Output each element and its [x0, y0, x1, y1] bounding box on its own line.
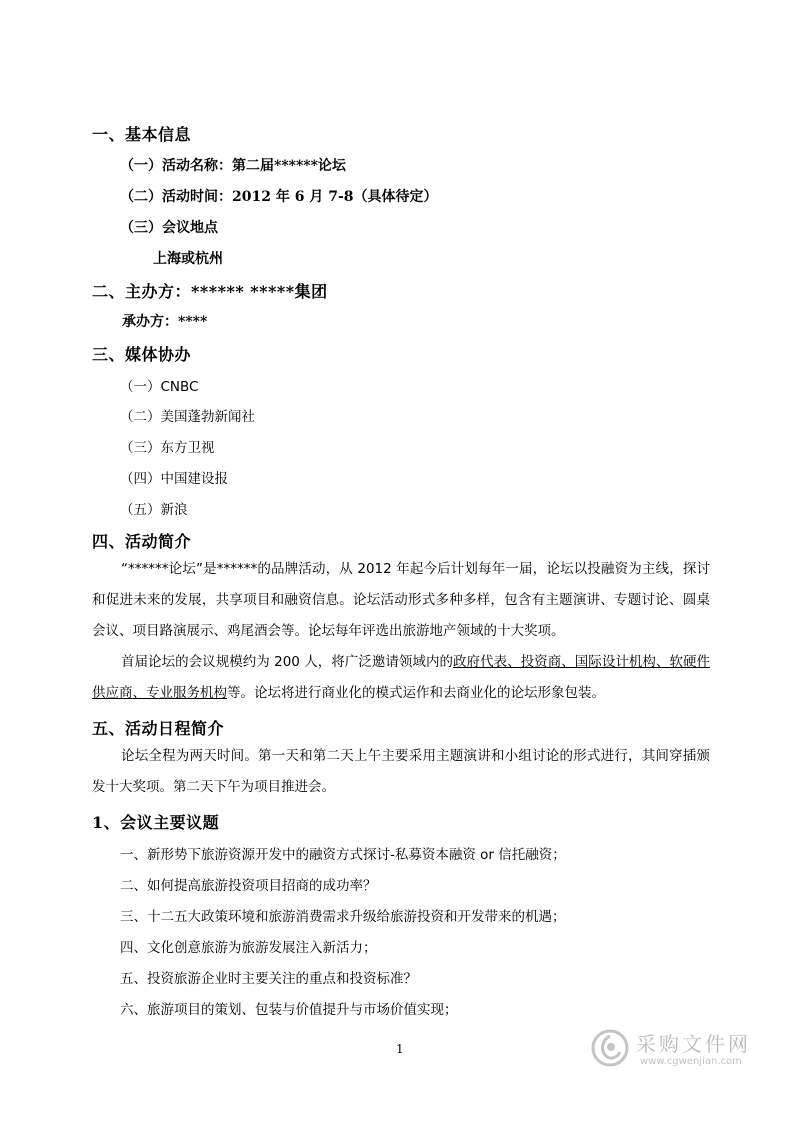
activity-time: （二）活动时间：2012 年 6 月 7-8（具体待定）: [120, 189, 438, 205]
intro-paragraph: “******论坛”是******的品牌活动，从 2012 年起今后计划每年一届，论坛以投融资为主线，探讨和促进未来的发展，共享项目和融资信息。论坛活动形式多种多样，包含有主题演讲、专题讨论、圆桌会议、项目路演展示、鸡尾酒会等。论坛每年评选出旅游地产领域的十大奖项。: [92, 561, 710, 639]
section-heading-media: 三、媒体协办: [92, 345, 192, 364]
watermark: [590, 1026, 750, 1074]
topic-item: 三、十二五大政策环境和旅游消费需求升级给旅游投资和开发带来的机遇；: [120, 909, 566, 925]
media-item: （四）中国建设报: [120, 471, 228, 487]
topics-heading: 1、会议主要议题: [92, 813, 220, 832]
topic-item: 五、投资旅游企业时主要关注的重点和投资标准？: [120, 971, 417, 987]
co-host: 承办方：****: [122, 314, 208, 330]
schedule-paragraph: 论坛全程为两天时间。第一天和第二天上午主要采用主题演讲和小组讨论的形式进行，其间穿插颁发十大奖项。第二天下午为项目推进会。: [92, 748, 710, 795]
media-item: （三）东方卫视: [120, 440, 215, 456]
section-heading-schedule: 五、活动日程简介: [92, 719, 225, 738]
topic-item: 一、新形势下旅游资源开发中的融资方式探讨-私募资本融资 or 信托融资；: [120, 847, 566, 863]
page-number: 1: [396, 1042, 404, 1056]
intro-text: 等。论坛将进行商业化的模式运作和去商业化的论坛形象包装。: [227, 685, 605, 701]
watermark-name: 采购文件网: [636, 1032, 751, 1056]
cgwenjian-logo-icon: [590, 1028, 630, 1068]
invitee-list: 政府代表、投资商、国际设计机构、软硬件供应商、专业服务机构: [92, 654, 711, 701]
intro-paragraph-2: [92, 647, 710, 709]
topic-item: 四、文化创意旅游为旅游发展注入新活力；: [120, 940, 377, 956]
media-item: （二）美国蓬勃新闻社: [120, 409, 255, 425]
venue-label: （三）会议地点: [120, 220, 218, 236]
venue-value: 上海或杭州: [153, 251, 223, 267]
topic-item: 六、旅游项目的策划、包装与价值提升与市场价值实现；: [120, 1002, 458, 1018]
watermark-url: www.cgwenjian.com: [640, 1056, 742, 1067]
media-item: （五）新浪: [120, 502, 188, 518]
activity-name: （一）活动名称：第二届******论坛: [120, 158, 346, 174]
section-heading-host: 二、主办方：****** *****集团: [92, 282, 328, 301]
section-heading-intro: 四、活动简介: [92, 532, 192, 551]
section-heading-basic-info: 一、基本信息: [92, 125, 192, 144]
topic-item: 二、如何提高旅游投资项目招商的成功率？: [120, 878, 377, 894]
media-item: （一）CNBC: [120, 379, 199, 395]
intro-text: 首届论坛的会议规模约为 200 人，将广泛邀请领域内的: [121, 654, 454, 670]
